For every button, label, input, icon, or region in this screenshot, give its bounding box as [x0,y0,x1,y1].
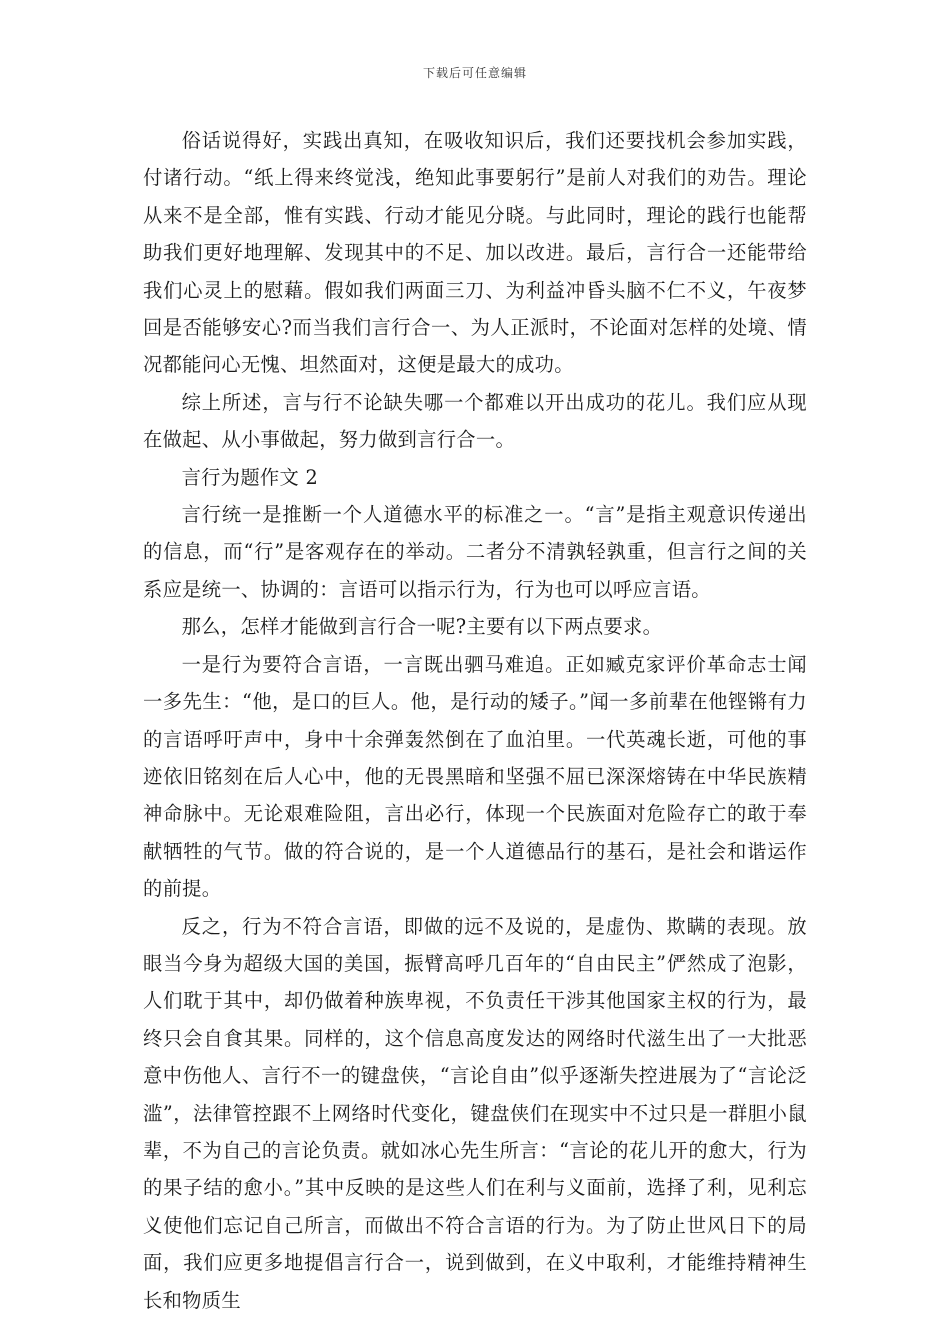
paragraph-intro: 言行统一是推断一个人道德水平的标准之一。“言”是指主观意识传递出的信息，而“行”是客观存在的举动。二者分不清孰轻孰重，但言行之间的关系应是统一、协调的：言语可以指示行为，行为也可以呼应言语。 [143,503,807,601]
paragraph-point-one: 一是行为要符合言语，一言既出驷马难追。正如臧克家评价革命志士闻一多先生：“他，是口的巨人。他，是行动的矮子。”闻一多前辈在他铿锵有力的言语呼吁声中，身中十余弹轰然倒在了血泊里。一代英魂长逝，可他的事迹依旧铭刻在后人心中，他的无畏黑暗和坚强不屈已深深熔铸在中华民族精神命脉中。无论艰难险阻，言出必行，体现一个民族面对危险存亡的敢于奉献牺牲的气节。做的符合说的，是一个人道德品行的基石，是社会和谐运作的前提。 [143,652,807,901]
paragraph-conclusion: 综上所述，言与行不论缺失哪一个都难以开出成功的花儿。我们应从现在做起、从小事做起，努力做到言行合一。 [143,390,807,452]
paragraph-question: 那么，怎样才能做到言行合一呢?主要有以下两点要求。 [181,615,663,639]
paragraph-point-two: 反之，行为不符合言语，即做的远不及说的，是虚伪、欺瞒的表现。放眼当今身为超级大国的美国，振臂高呼几百年的“自由民主”俨然成了泡影，人们耽于其中，却仍做着种族卑视，不负责任干涉其他国家主权的行为，最终只会自食其果。同样的，这个信息高度发达的网络时代滋生出了一大批恶意中伤他人、言行不一的键盘侠，“言论自由”似乎逐渐失控进展为了“言论泛滥”，法律管控跟不上网络时代变化，键盘侠们在现实中不过只是一群胆小鼠辈，不为自己的言论负责。就如冰心先生所言：“言论的花儿开的愈大，行为的果子结的愈小。”其中反映的是这些人们在利与义面前，选择了利，见利忘义使他们忘记自己所言，而做出不符合言语的行为。为了防止世风日下的局面，我们应更多地提倡言行合一，说到做到，在义中取利，才能维持精神生长和物质生 [143,914,807,1312]
paragraph-practice: 俗话说得好，实践出真知，在吸收知识后，我们还要找机会参加实践，付诸行动。“纸上得来终觉浅，绝知此事要躬行”是前人对我们的劝告。理论从来不是全部，惟有实践、行动才能见分晓。与此同时，理论的践行也能帮助我们更好地理解、发现其中的不足、加以改进。最后，言行合一还能带给我们心灵上的慰藉。假如我们两面三刀、为利益冲昏头脑不仁不义，午夜梦回是否能够安心?而当我们言行合一、为人正派时，不论面对怎样的处境、情况都能问心无愧、坦然面对，这便是最大的成功。 [143,129,807,377]
document-body [143,122,807,1319]
page-header: 下载后可任意编辑 [422,66,527,80]
essay-title: 言行为题作文 2 [181,465,319,489]
